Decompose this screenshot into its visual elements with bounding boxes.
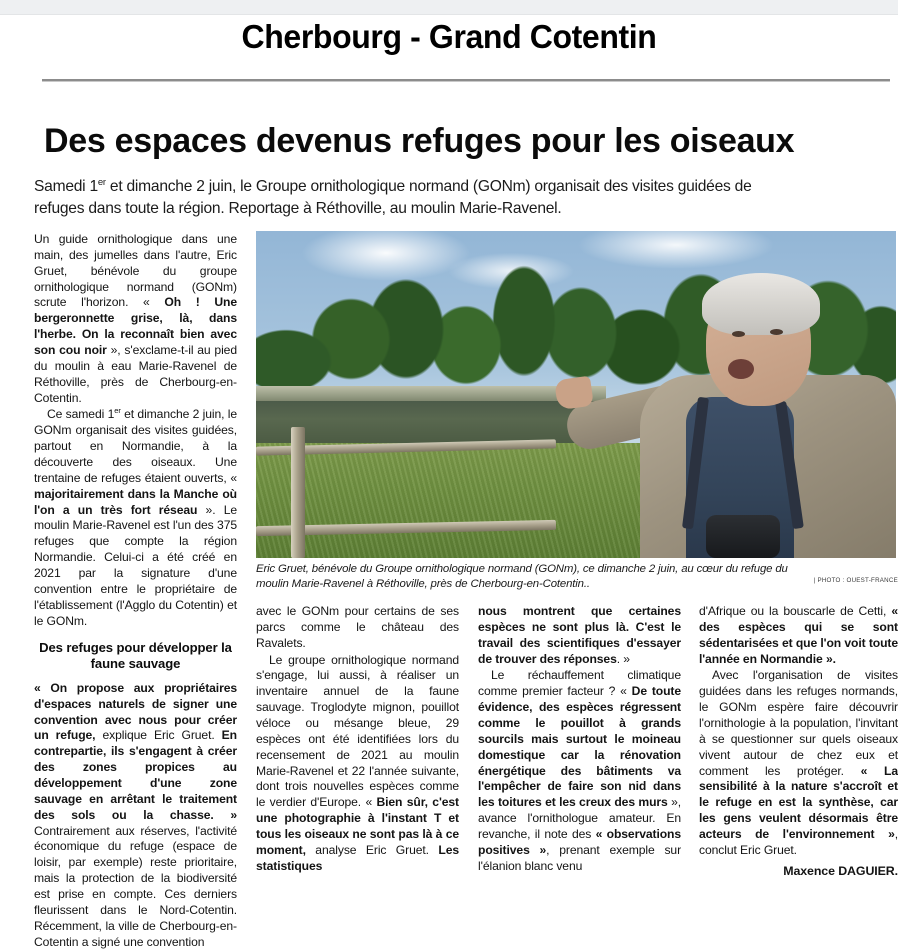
standfirst-text-b: et dimanche 2 juin, le Groupe ornithologique normand (GONm) organisait des visites guidées de refuges dans toute la région. Reportage à Réthoville, au moulin Marie-Ravenel. xyxy=(34,178,752,218)
photo-person-eric-gruet xyxy=(556,279,896,558)
text-run: . » xyxy=(616,651,630,666)
scan-top-band xyxy=(0,0,898,15)
body-column-4 xyxy=(699,604,898,879)
text-run: Avec l'organisation de visites guidées dans les refuges normands, le GONm espère faire découvrir l'ornithologie à la population, l'invitant à se questionner sur quels oiseaux vivent autour de chez eux et comment les protéger. xyxy=(699,668,898,778)
photo-person-hair xyxy=(702,273,820,335)
paragraph xyxy=(699,668,898,858)
ordinal-suffix: er xyxy=(114,406,121,416)
photo-person-eye-left xyxy=(732,331,745,337)
text-run: Contrairement aux réserves, l'activité économique du refuge (espace de loisir, par exemple) reste prioritaire, mais la protection de la biodiversité est prise en compte. Ces derniers fleurissent dans le Nord-Cotentin. Récemment, la ville de Cherbourg-en-Cotentin a signé une convention xyxy=(34,823,237,949)
text-run-bold: Les statistiques xyxy=(256,842,459,873)
photo-person-eye-right xyxy=(770,329,783,335)
text-run-bold: « La sensibilité à la nature s'accroît et le refuge en est la synthèse, car les gens veulent désormais être acteurs de l'environnement » xyxy=(699,763,898,842)
text-run: ». Le moulin Marie-Ravenel est l'un des 375 refuges que compte la région Normandie. Celui-ci a été créé en 2021 par la signature d'une convention entre le propriétaire de l'établissement (l'Agglo du Cotentin) et le GONm. xyxy=(34,502,237,628)
photo-binoculars xyxy=(706,515,780,558)
paragraph xyxy=(34,232,237,406)
paragraph xyxy=(34,407,237,629)
photo-caption: Eric Gruet, bénévole du Groupe ornithologique normand (GONm), ce dimanche 2 juin, au cœur du refuge du moulin Marie-Ravenel à Réthoville, près de Cherbourg-en-Cotentin.. xyxy=(256,563,788,591)
text-run: Le groupe ornithologique normand s'engage, lui aussi, à réaliser un inventaire annuel de la faune sauvage. Troglodyte mignon, pouillot véloce ou mésange bleue, 29 espèces ont été identifiées lors du recensement de 2021 au moulin Marie-Ravenel et 22 l'année suivante, dont trois nouvelles espèces comme le verdier d'Europe. « xyxy=(256,652,459,810)
text-run-bold: « observations positives » xyxy=(478,827,681,857)
text-run: Un guide ornithologique dans une main, des jumelles dans l'autre, Eric Gruet, bénévole du groupe ornithologique normand (GONm) scrute l'horizon. « xyxy=(34,232,237,310)
paragraph xyxy=(478,604,681,667)
paragraph xyxy=(699,604,898,667)
text-run-bold: « On propose aux propriétaires d'espaces naturels de signer une convention avec nous pour créer un refuge, xyxy=(34,680,237,743)
masthead-title: Cherbourg - Grand Cotentin xyxy=(241,18,657,55)
text-run: Ce samedi 1 xyxy=(47,407,115,422)
text-run-bold: De toute évidence, des espèces régressent comme le pouillot à grands sourcils mais surtout le moineau domestique car la rénovation énergétique des bâtiments va l'empêcher de faire son nid dans les toitures et les creux des murs xyxy=(478,684,681,810)
text-run: , conclut Eric Gruet. xyxy=(699,827,898,857)
text-run-bold: majoritairement dans la Manche où l'on a un très fort réseau xyxy=(34,486,237,517)
text-run: explique Eric Gruet. xyxy=(95,728,222,743)
photo-person-mouth xyxy=(728,359,754,379)
text-run-bold: Bien sûr, c'est une photographie à l'instant T et tous les oiseaux ne sont pas là à ce moment, xyxy=(256,795,459,857)
text-run-bold: En contrepartie, ils s'engagent à créer des zones propices au développement d'une zone sauvage en arrêtant le traitement des sols ou la chasse. » xyxy=(34,728,237,822)
text-run: », avance l'ornithologue amateur. En revanche, il note des xyxy=(478,795,681,842)
standfirst-text-a: Samedi 1 xyxy=(34,178,98,195)
text-run-bold: Oh ! Une bergeronnette grise, là, dans l'herbe. On la reconnaît bien avec son cou noir xyxy=(34,295,237,358)
masthead-divider xyxy=(42,79,890,82)
photo-sky xyxy=(256,231,896,558)
paragraph xyxy=(478,668,681,874)
text-run: , prenant exemple sur l'élanion blanc venu xyxy=(478,842,682,873)
text-run-bold: « des espèces qui se sont sédentarisées et que l'on voit toute l'année en Normandie ». xyxy=(699,604,898,666)
article-photo xyxy=(256,231,896,558)
photo-credit: | PHOTO : OUEST-FRANCE xyxy=(813,577,898,584)
photo-pond-wall xyxy=(256,386,606,402)
photo-person-pointing-hand xyxy=(554,376,594,411)
text-run: d'Afrique ou la bouscarle de Cetti, xyxy=(699,604,892,618)
paragraph: avec le GONm pour certains de ses parcs comme le château des Ravalets. xyxy=(256,604,459,650)
section-subheading: Des refuges pour développer la faune sauvage xyxy=(39,640,232,672)
standfirst-ordinal: er xyxy=(97,176,106,188)
text-run-bold: nous montrent que certaines espèces ne sont plus là. C'est le travail des scientifiques d'essayer de trouver des réponses xyxy=(478,604,681,666)
masthead xyxy=(0,20,898,53)
body-column-2 xyxy=(256,604,459,875)
photo-fence-post xyxy=(291,427,305,558)
text-run: Le réchauffement climatique comme premier facteur ? « xyxy=(478,668,681,699)
text-run: analyse Eric Gruet. xyxy=(305,842,439,857)
article-byline: Maxence DAGUIER. xyxy=(783,863,898,878)
article-standfirst xyxy=(34,176,774,220)
article-headline: Des espaces devenus refuges pour les oiseaux xyxy=(44,122,795,160)
body-column-3 xyxy=(478,604,681,875)
paragraph xyxy=(34,681,237,951)
text-run: », s'exclame-t-il au pied du moulin à eau Marie-Ravenel de Réthoville, près de Cherbourg-en-Cotentin. xyxy=(34,343,237,405)
text-run: et dimanche 2 juin, le GONm organisait des visites guidées, partout en Normandie, à la découverte des oiseaux. Une trentaine de refuges étaient ouverts, « xyxy=(34,407,237,485)
body-column-1 xyxy=(34,232,237,951)
paragraph xyxy=(256,653,459,875)
